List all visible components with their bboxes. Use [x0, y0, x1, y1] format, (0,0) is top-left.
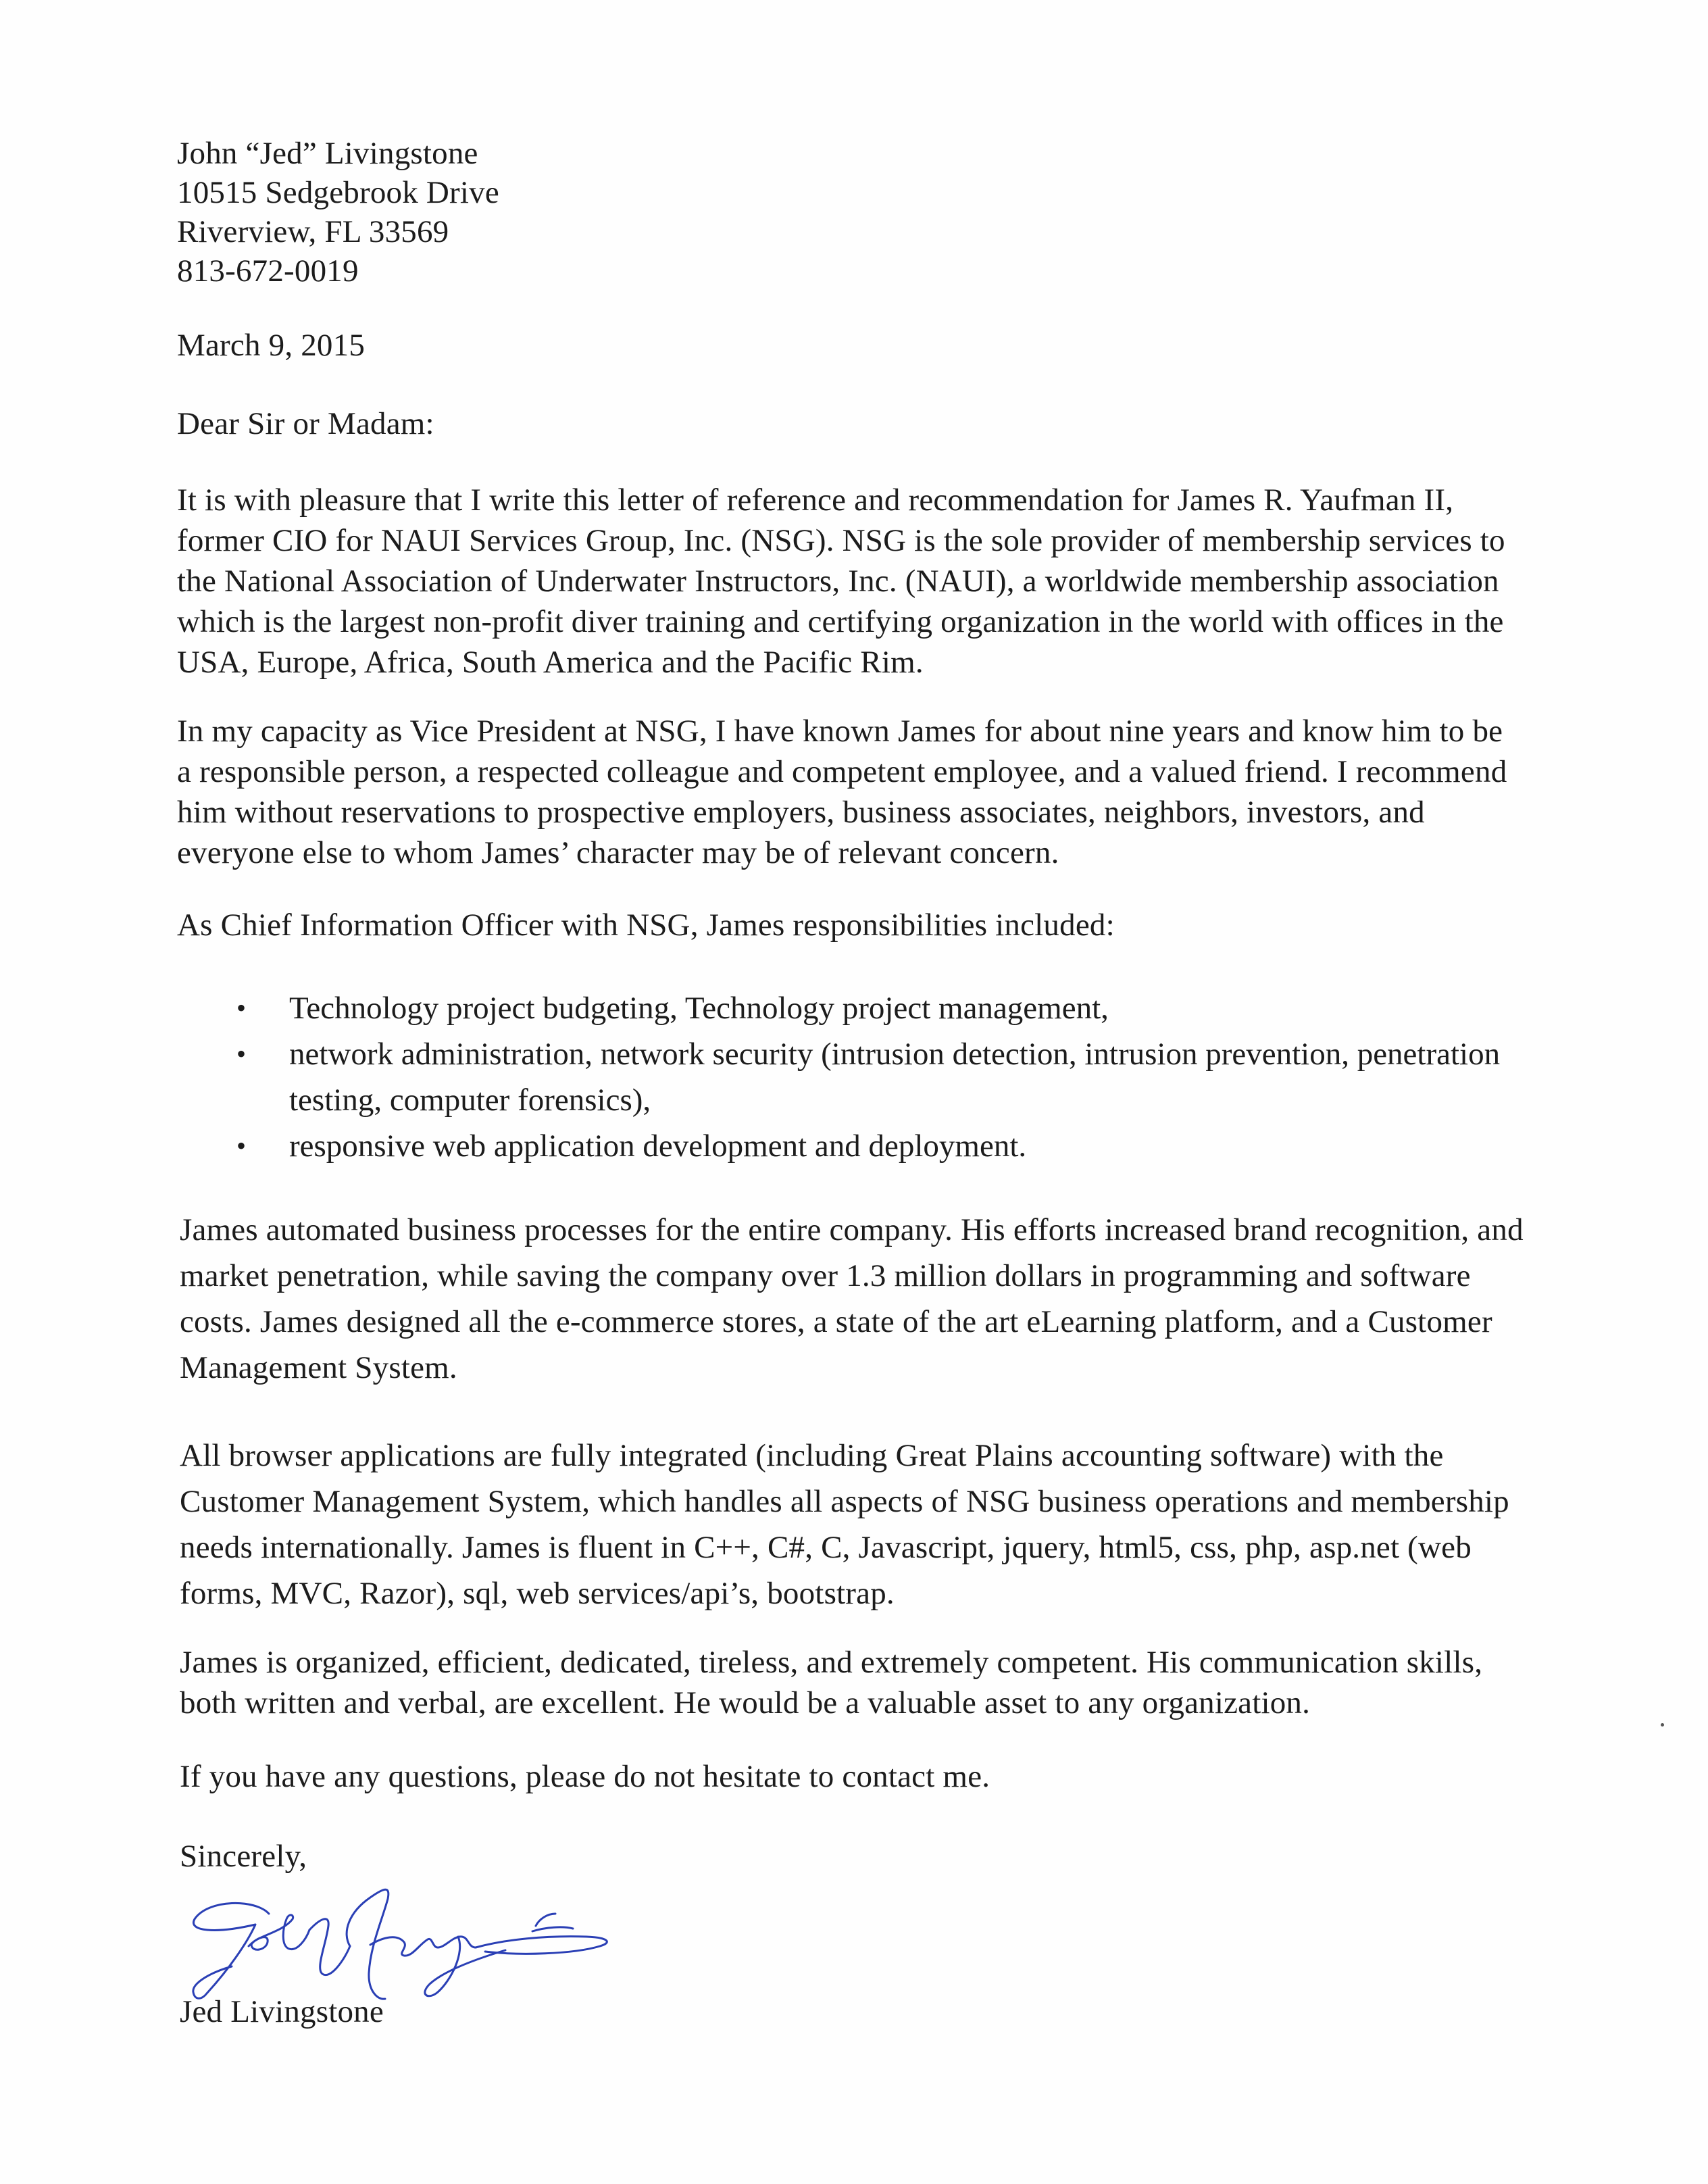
- paragraph-skills: [180, 1433, 1619, 1616]
- paragraph-line: USA, Europe, Africa, South America and the Pacific Rim.: [177, 645, 924, 680]
- paragraph-line: If you have any questions, please do not hesitate to contact me.: [180, 1759, 990, 1794]
- paragraph-line: both written and verbal, are excellent. He would be a valuable asset to any organization.: [180, 1685, 1311, 1720]
- handwritten-signature: [168, 1872, 627, 2007]
- paragraph-line: him without reservations to prospective employers, business associates, neighbors, investors, and: [177, 795, 1425, 830]
- list-item: [177, 1031, 1616, 1123]
- bullet-icon: •: [236, 1131, 247, 1161]
- paragraph-line: a responsible person, a respected colleague and competent employee, and a valued friend. I recommend: [177, 754, 1507, 789]
- bullet-icon: •: [236, 993, 247, 1023]
- paragraph-line: It is with pleasure that I write this letter of reference and recommendation for James R. Yaufman II,: [177, 482, 1454, 518]
- paragraph-line: costs. James designed all the e-commerce stores, a state of the art eLearning platform, and a Customer: [180, 1304, 1492, 1339]
- paragraph-line: In my capacity as Vice President at NSG, I have known James for about nine years and know him to be: [177, 714, 1503, 749]
- letter-date: [177, 326, 1616, 365]
- list-item-text: network administration, network security (intrusion detection, intrusion prevention, penetration: [289, 1037, 1501, 1072]
- bullet-icon: •: [236, 1039, 247, 1069]
- list-item-text: Technology project budgeting, Technology project management,: [289, 991, 1109, 1026]
- paragraph-line: James is organized, efficient, dedicated, tireless, and extremely competent. His communication skills,: [180, 1645, 1483, 1680]
- sender-name: John “Jed” Livingstone: [177, 136, 478, 171]
- paragraph-recommendation: [177, 711, 1616, 873]
- paragraph-line: All browser applications are fully integrated (including Great Plains accounting software) with the: [180, 1438, 1444, 1473]
- salutation: [177, 404, 1616, 443]
- paragraph-qualities: [180, 1642, 1619, 1723]
- date-text: March 9, 2015: [177, 328, 366, 363]
- list-item: [177, 985, 1616, 1031]
- responsibilities-intro-text: As Chief Information Officer with NSG, James responsibilities included:: [177, 908, 1115, 943]
- closing: [180, 1837, 1619, 1876]
- signer-name: Jed Livingstone: [180, 1994, 384, 2029]
- list-item: [177, 1123, 1616, 1169]
- sender-address-line1: 10515 Sedgebrook Drive: [177, 175, 499, 210]
- paragraph-line: needs internationally. James is fluent in C++, C#, C, Javascript, jquery, html5, css, php, asp.net (web: [180, 1530, 1472, 1565]
- signer-block: [180, 1992, 1619, 2031]
- paragraph-line: which is the largest non-profit diver training and certifying organization in the world with offices in the: [177, 604, 1504, 639]
- paragraph-line: everyone else to whom James’ character may be of relevant concern.: [177, 835, 1059, 870]
- list-item-text: testing, computer forensics),: [289, 1083, 651, 1118]
- closing-text: Sincerely,: [180, 1839, 307, 1874]
- paragraph-line: Management System.: [180, 1350, 457, 1385]
- paragraph-achievements: [180, 1207, 1619, 1391]
- paragraph-line: James automated business processes for the entire company. His efforts increased brand recognition, and: [180, 1212, 1524, 1247]
- sender-block: [177, 134, 1616, 291]
- sender-phone: 813-672-0019: [177, 253, 359, 289]
- salutation-text: Dear Sir or Madam:: [177, 406, 434, 441]
- paragraph-contact: [180, 1757, 1619, 1796]
- list-item-text: responsive web application development and deployment.: [289, 1128, 1027, 1164]
- responsibilities-intro: [177, 905, 1616, 945]
- paragraph-line: the National Association of Underwater Instructors, Inc. (NAUI), a worldwide membership association: [177, 564, 1499, 599]
- paragraph-line: former CIO for NAUI Services Group, Inc. (NSG). NSG is the sole provider of membership services to: [177, 523, 1505, 558]
- paragraph-line: market penetration, while saving the company over 1.3 million dollars in programming and software: [180, 1258, 1471, 1293]
- sender-address-line2: Riverview, FL 33569: [177, 214, 449, 249]
- scan-speck: [1661, 1723, 1664, 1727]
- paragraph-line: forms, MVC, Razor), sql, web services/api’s, bootstrap.: [180, 1576, 895, 1611]
- responsibilities-list: [177, 985, 1616, 1169]
- paragraph-line: Customer Management System, which handles all aspects of NSG business operations and membership: [180, 1484, 1509, 1519]
- paragraph-introduction: [177, 480, 1616, 682]
